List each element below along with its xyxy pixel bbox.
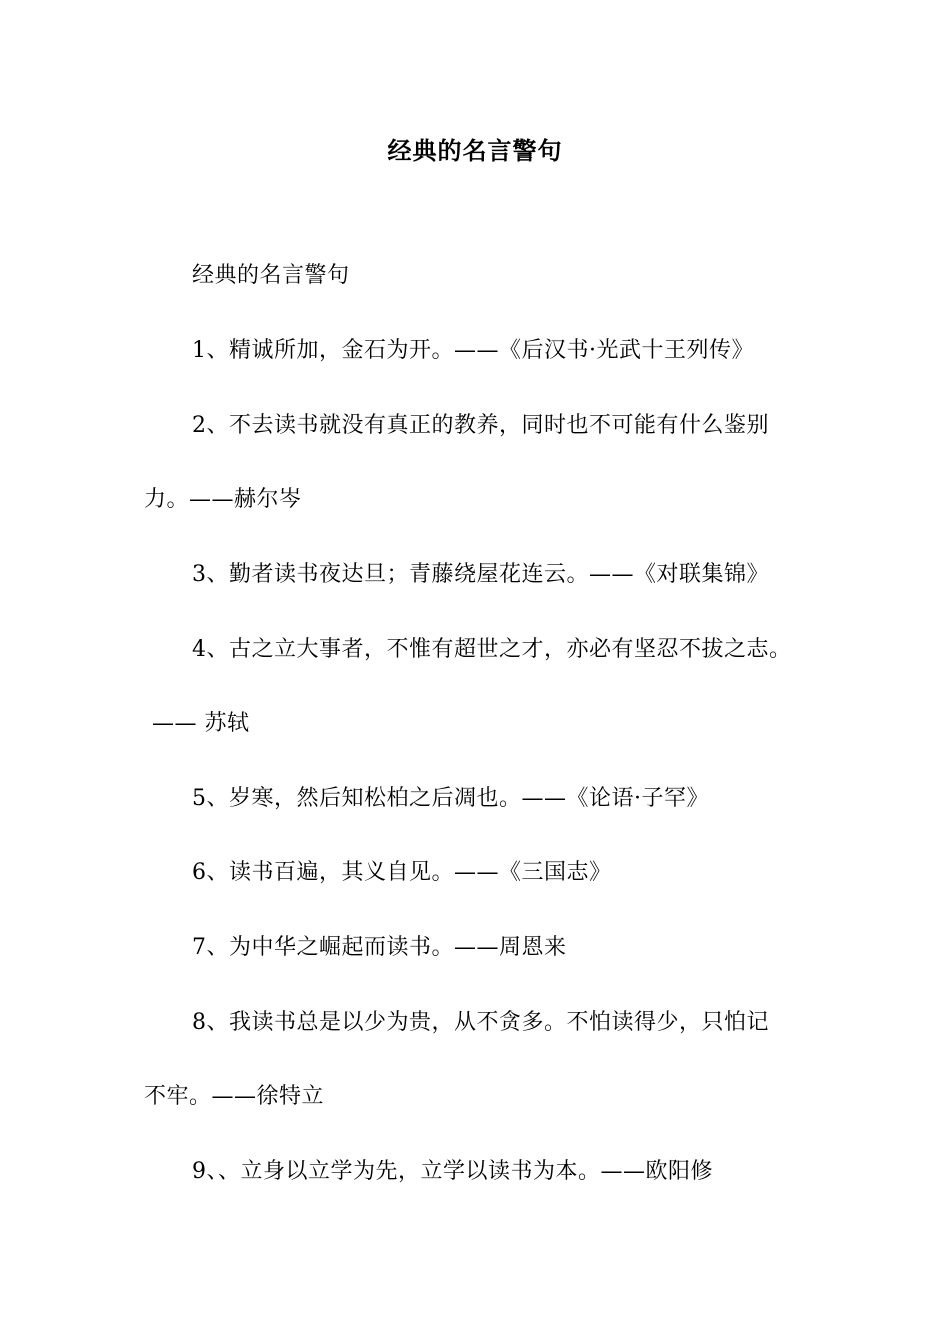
- quote-line-7: 7、为中华之崛起而读书。——周恩来: [192, 935, 567, 960]
- quote-line-3: 3、勤者读书夜达旦；青藤绕屋花连云。——《对联集锦》: [192, 562, 769, 587]
- quote-line-8b: 不牢。——徐特立: [144, 1084, 325, 1109]
- quote-line-9: 9、、立身以立学为先，立学以读书为本。——欧阳修: [192, 1159, 713, 1184]
- quote-line-4a: 4、古之立大事者，不惟有超世之才，亦必有坚忍不拔之志。: [192, 637, 792, 662]
- quote-line-5: 5、岁寒，然后知松柏之后凋也。——《论语·子罕》: [192, 786, 709, 811]
- quote-line-1: 1、精诚所加，金石为开。——《后汉书·光武十王列传》: [192, 338, 754, 363]
- quote-line-2b: 力。——赫尔岑: [144, 487, 302, 512]
- document-heading-line: 经典的名言警句: [192, 263, 350, 288]
- quote-line-8a: 8、我读书总是以少为贵，从不贪多。不怕读得少，只怕记: [192, 1010, 769, 1035]
- document-title: 经典的名言警句: [387, 136, 563, 165]
- quote-line-2a: 2、不去读书就没有真正的教养，同时也不可能有什么鉴别: [192, 413, 769, 438]
- quote-line-4b: —— 苏轼: [152, 711, 250, 736]
- quote-line-6: 6、读书百遍，其义自见。——《三国志》: [192, 860, 612, 885]
